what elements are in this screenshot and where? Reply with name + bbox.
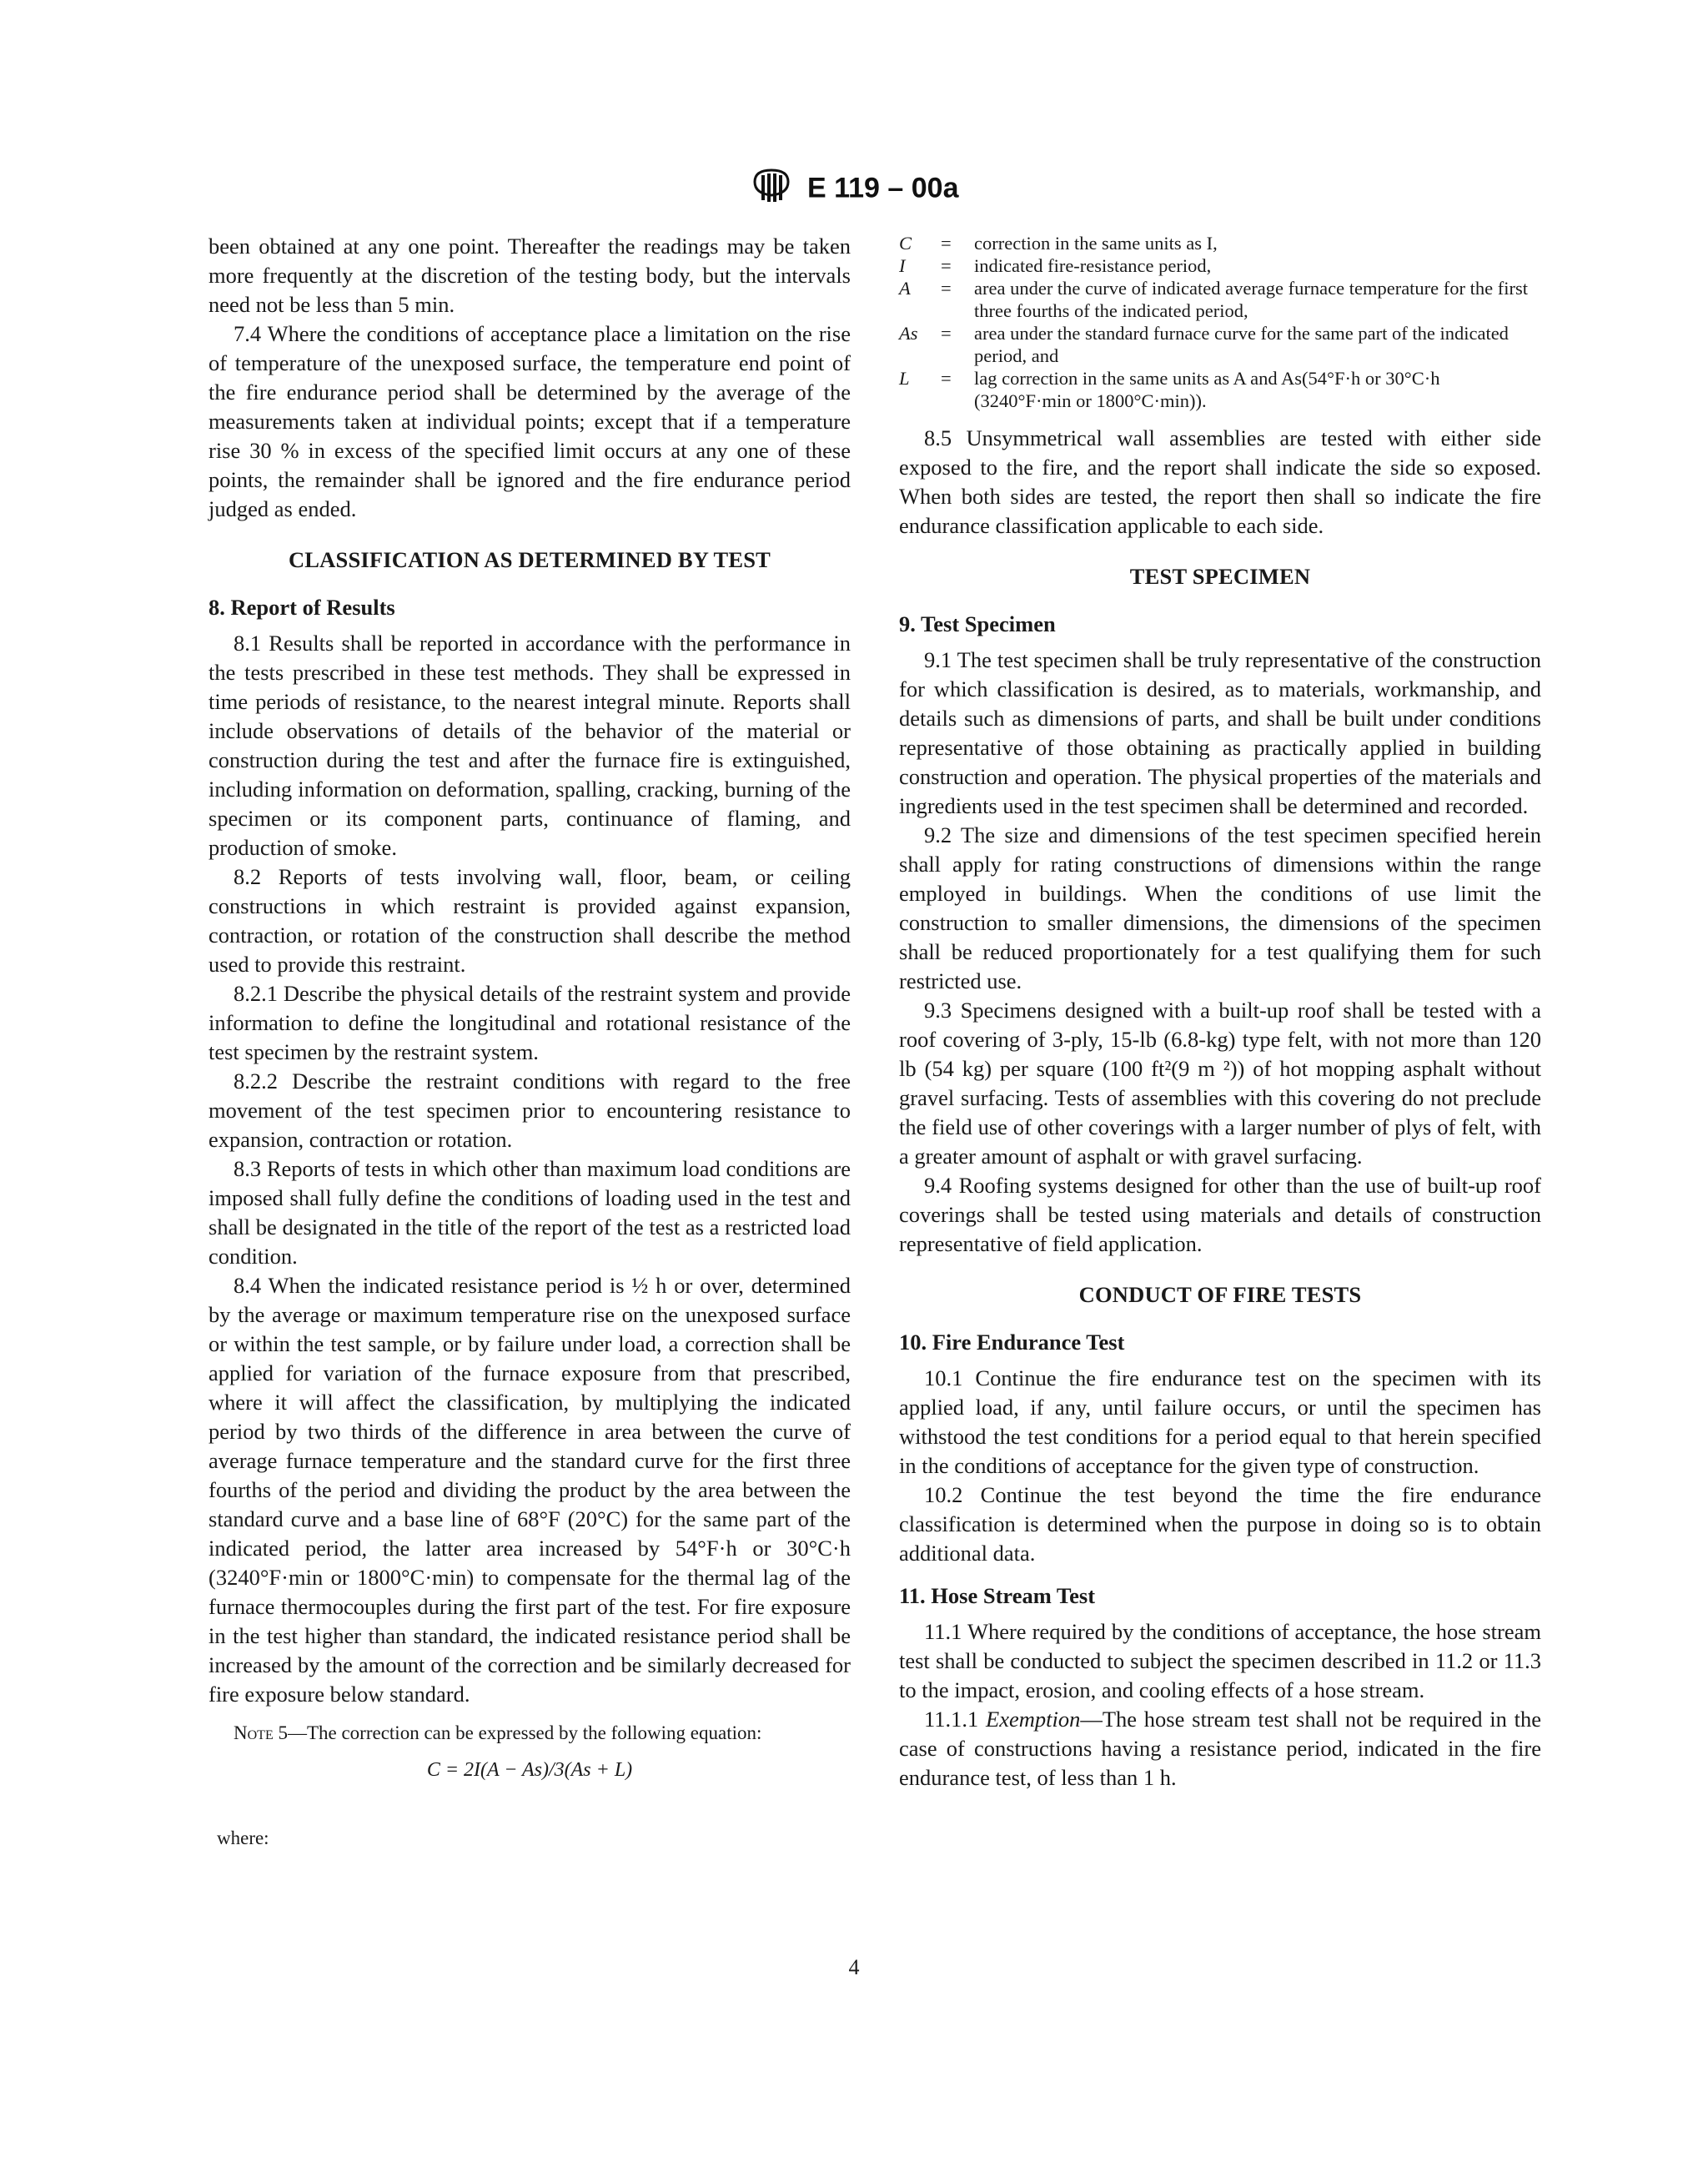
- paragraph-8-4: 8.4 When the indicated resistance period is ½ h or over, determined by the average or maximum temperature rise on the unexposed surface or within the test sample, or by failure under load, a correction shall be applied for variation of the furnace exposure from that prescribed, where it will affect the classification, by multiplying the indicated period by two thirds of the difference in area between the curve of average furnace temperature and the standard curve for the first three fourths of the period and dividing the product by the area between the standard curve and a base line of 68°F (20°C) for the same part of the indicated period, the latter area increased by 54°F·h or 30°C·h (3240°F·min or 1800°C·min) to compensate for the thermal lag of the furnace thermocouples during the first part of the test. For fire exposure in the test higher than standard, the indicated resistance period shall be increased by the amount of the correction and be similarly decreased for fire exposure below standard.: [208, 1273, 851, 1707]
- paragraph-7-4: 7.4 Where the conditions of acceptance place a limitation on the rise of temperature of the unexposed surface, the temperature end point of the fire endurance period shall be determined by the average of the measurements taken at individual points; except that if a temperature rise 30 % in excess of the specified limit occurs at any one of these points, the remainder shall be ignored and the fire endurance period judged as ended.: [208, 321, 851, 521]
- definition-row: [899, 277, 1541, 322]
- note-5: [208, 1721, 851, 1746]
- definition-equals: =: [941, 255, 952, 276]
- paragraph-9-3: 9.3 Specimens designed with a built-up roof shall be tested with a roof covering of 3-ply, 15-lb (6.8-kg) type felt, with not more than 120 lb (54 kg) per square (100 ft²(9 m ²)) of hot mopping asphalt without gravel surfacing. Tests of assemblies with this covering do not preclude the field use of other coverings with a larger number of plys of felt, with a greater amount of asphalt or with gravel surfacing.: [899, 998, 1541, 1169]
- definition-row: [899, 232, 1541, 254]
- paragraph-8-2: 8.2 Reports of tests involving wall, floor, beam, or ceiling constructions in which restraint is provided against expansion, contraction, or rotation of the construction shall describe the method used to provide this restraint.: [208, 864, 851, 977]
- definition-text: correction in the same units as I,: [974, 233, 1218, 254]
- section-heading-10: 10. Fire Endurance Test: [899, 1330, 1125, 1355]
- definition-equals: =: [941, 278, 952, 299]
- definition-text: indicated fire-resistance period,: [974, 255, 1212, 276]
- paragraph-8-3: 8.3 Reports of tests in which other than maximum load conditions are imposed shall fully define the conditions of loading used in the test and shall be designated in the title of the report of the test as a restricted load condition.: [208, 1156, 851, 1269]
- standard-designation: E 119 – 00a: [806, 172, 959, 204]
- astm-logo-icon: [750, 167, 793, 213]
- definition-symbol: C: [899, 233, 912, 254]
- section-heading-8: 8. Report of Results: [208, 595, 395, 620]
- definition-symbol: I: [899, 255, 906, 276]
- paragraph-8-1: 8.1 Results shall be reported in accordance with the performance in the tests prescribed in these test methods. They shall be expressed in time periods of resistance, to the nearest integral minute. Reports shall include observations of details of the behavior of the material or construction during the test and after the furnace fire is extinguished, including information on deformation, spalling, cracking, burning of the specimen or its component parts, continuance of flaming, and production of smoke.: [208, 631, 851, 860]
- correction-equation: C = 2I(A − As)/3(As + L): [426, 1759, 633, 1781]
- paragraph-continued: been obtained at any one point. Thereafter the readings may be taken more frequently at the discretion of the testing body, but the intervals need not be less than 5 min.: [208, 234, 851, 317]
- section-caption-conduct: CONDUCT OF FIRE TESTS: [1078, 1282, 1362, 1307]
- variable-definitions: [899, 232, 1541, 412]
- right-column: [899, 232, 1541, 1792]
- paragraph-8-5: 8.5 Unsymmetrical wall assemblies are tested with either side exposed to the fire, and the report shall indicate the side so exposed. When both sides are tested, the report then shall so indicate the fire endurance classification applicable to each side.: [899, 425, 1541, 538]
- paragraph-10-2: 10.2 Continue the test beyond the time the fire endurance classification is determined when the purpose in doing so is to obtain additional data.: [899, 1482, 1541, 1566]
- paragraph-8-2-2: 8.2.2 Describe the restraint conditions with regard to the free movement of the test specimen prior to encountering resistance to expansion, contraction or rotation.: [208, 1068, 851, 1152]
- page-number: 4: [848, 1955, 860, 1979]
- section-caption-test-specimen: TEST SPECIMEN: [1129, 564, 1311, 589]
- paragraph-number: 11.1.1: [924, 1707, 979, 1732]
- definition-symbol: L: [899, 368, 910, 389]
- section-heading-11: 11. Hose Stream Test: [899, 1583, 1096, 1608]
- section-caption-classification: CLASSIFICATION AS DETERMINED BY TEST: [288, 547, 771, 572]
- paragraph-11-1: 11.1 Where required by the conditions of acceptance, the hose stream test shall be conducted to subject the specimen described in 11.2 or 11.3 to the impact, erosion, and cooling effects of a hose stream.: [899, 1619, 1541, 1702]
- note-text: —The correction can be expressed by the following equation:: [287, 1722, 762, 1743]
- paragraph-11-1-1: [899, 1705, 1541, 1792]
- definition-row: [899, 367, 1541, 412]
- definition-text: area under the standard furnace curve for the same part of the indicated period, and: [974, 323, 1509, 366]
- section-heading-9: 9. Test Specimen: [899, 611, 1056, 636]
- paragraph-9-2: 9.2 The size and dimensions of the test specimen specified herein shall apply for rating constructions of dimensions within the range employed in buildings. When the conditions of use limit the construction to smaller dimensions, the dimensions of the specimen shall be reduced proportionately for a test qualifying them for such restricted use.: [899, 822, 1541, 993]
- paragraph-text: —The hose stream test shall not be required in the case of constructions having a resistance period, indicated in the fire endurance test, of less than 1 h.: [899, 1707, 1541, 1790]
- page-header: [0, 167, 1708, 213]
- definition-equals: =: [941, 233, 952, 254]
- definition-equals: =: [941, 368, 952, 389]
- definition-symbol: As: [899, 323, 918, 344]
- left-column: [208, 232, 851, 1853]
- definition-text: area under the curve of indicated average furnace temperature for the first three fourths of the indicated period,: [974, 278, 1529, 321]
- definition-row: [899, 322, 1541, 367]
- definition-row: [899, 254, 1541, 277]
- paragraph-10-1: 10.1 Continue the fire endurance test on the specimen with its applied load, if any, until failure occurs, or until the specimen has withstood the test conditions for a period equal to that herein specified in the conditions of acceptance for the given type of construction.: [899, 1365, 1541, 1478]
- note-label: Note 5: [234, 1722, 288, 1743]
- exemption-term: Exemption: [986, 1707, 1081, 1732]
- definition-equals: =: [941, 323, 952, 344]
- where-label: where:: [217, 1828, 269, 1848]
- definition-symbol: A: [899, 278, 911, 299]
- paragraph-8-2-1: 8.2.1 Describe the physical details of the restraint system and provide information to define the longitudinal and rotational resistance of the test specimen by the restraint system.: [208, 981, 851, 1064]
- definition-text: lag correction in the same units as A and As(54°F·h or 30°C·h (3240°F·min or 1800°C·min)).: [974, 368, 1440, 411]
- paragraph-9-1: 9.1 The test specimen shall be truly representative of the construction for which classification is desired, as to materials, workmanship, and details such as dimensions of parts, and shall be built under conditions representative of those obtaining as practically applied in building construction and operation. The physical properties of the materials and ingredients used in the test specimen shall be determined and recorded.: [899, 647, 1541, 818]
- paragraph-9-4: 9.4 Roofing systems designed for other than the use of built-up roof coverings shall be tested using materials and details of construction representative of field application.: [899, 1173, 1541, 1256]
